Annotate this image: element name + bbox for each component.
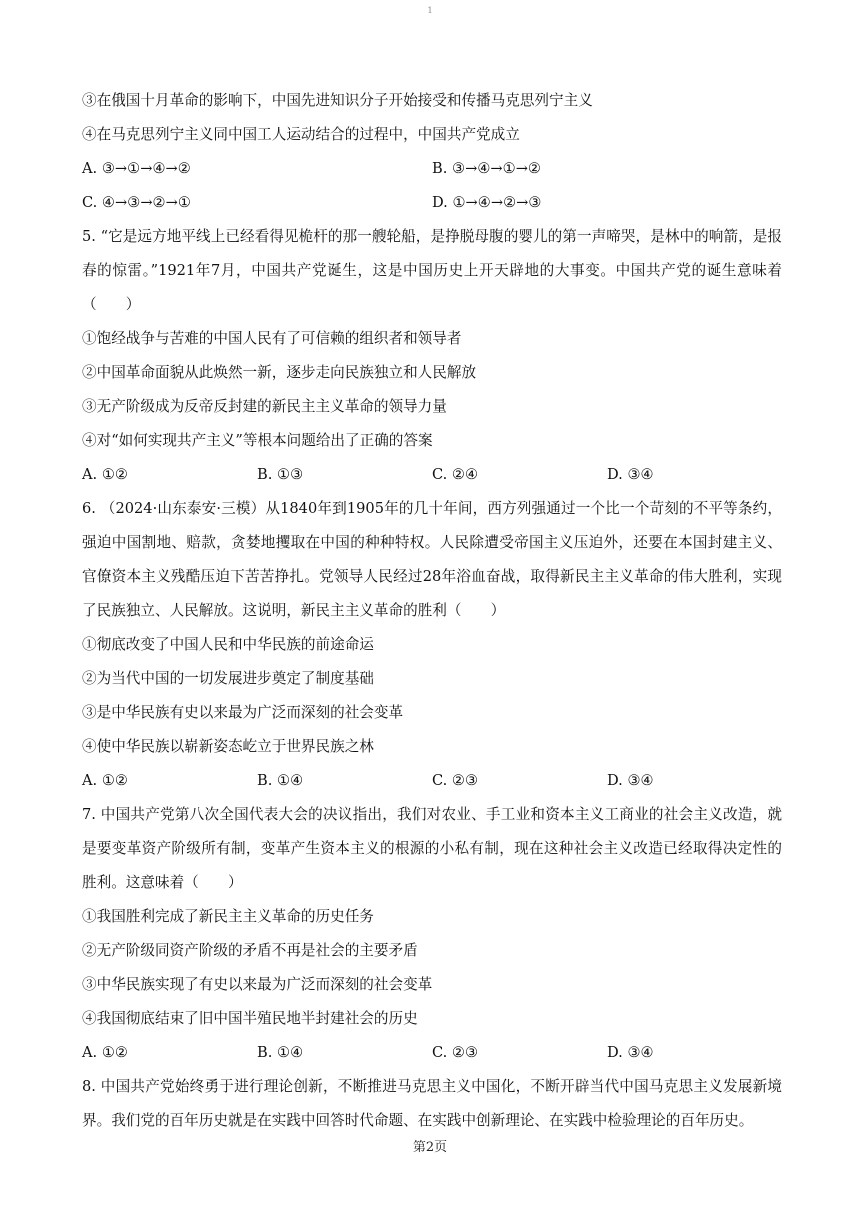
q6-option-d[interactable]: D. ③④ [607,772,654,789]
q7-item-3: ③中华民族实现了有史以来最为广泛而深刻的社会变革 [82,976,433,993]
q5-option-a[interactable]: A. ①② [82,466,128,483]
q6-stem: 6. （2024·山东泰安·三模）从1840年到1905年的几十年间，西方列强通过一个比一个苛刻的不平等条约，强迫中国割地、赔款，贪婪地攫取在中国的种种特权。人民除遭受帝国主义压迫外，还要在本国封建主义、官僚资本主义残酷压迫下苦苦挣扎。党领导人民经过28年浴血奋战，取得新民主主义革命的伟大胜利，实现了民族独立、人民解放。这说明，新民主主义革命的胜利（ ） [82,500,782,619]
q5-item-3: ③无产阶级成为反帝反封建的新民主主义革命的领导力量 [82,398,447,415]
q7-option-d[interactable]: D. ③④ [607,1044,654,1061]
q4-item-4: ④在马克思列宁主义同中国工人运动结合的过程中，中国共产党成立 [82,126,520,143]
q5-options [82,458,782,492]
page-number: 第2页 [412,1140,448,1155]
q4-option-c[interactable]: C. ④→③→②→① [82,194,191,211]
q7-options [82,1036,782,1070]
q6-item-4: ④使中华民族以崭新姿态屹立于世界民族之林 [82,738,374,755]
q7-option-b[interactable]: B. ①④ [257,1044,304,1061]
q4-option-d[interactable]: D. ①→④→②→③ [432,194,542,211]
q5-option-c[interactable]: C. ②④ [432,466,479,483]
q6-options [82,764,782,798]
q4-option-b[interactable]: B. ③→④→①→② [432,160,542,177]
q7-item-1: ①我国胜利完成了新民主主义革命的历史任务 [82,908,374,925]
q6-option-c[interactable]: C. ②③ [432,772,479,789]
q5-item-4: ④对“如何实现共产主义”等根本问题给出了正确的答案 [82,432,433,449]
q5-item-1: ①饱经战争与苦难的中国人民有了可信赖的组织者和领导者 [82,330,462,347]
q6-item-2: ②为当代中国的一切发展进步奠定了制度基础 [82,670,374,687]
q5-stem: 5. “它是远方地平线上已经看得见桅杆的那一艘轮船，是挣脱母腹的婴儿的第一声啼哭，是林中的响箭，是报春的惊雷。”1921年7月，中国共产党诞生，这是中国历史上开天辟地的大事变。中国共产党的诞生意味着（ ） [82,228,782,313]
q6-option-b[interactable]: B. ①④ [257,772,304,789]
q4-item-3: ③在俄国十月革命的影响下，中国先进知识分子开始接受和传播马克思列宁主义 [82,92,593,109]
question-8 [82,1070,782,1138]
q5-item-2: ②中国革命面貌从此焕然一新，逐步走向民族独立和人民解放 [82,364,477,381]
q5-option-b[interactable]: B. ①③ [257,466,304,483]
question-5 [82,220,782,492]
q4-options-row-1 [82,152,782,186]
q7-option-c[interactable]: C. ②③ [432,1044,479,1061]
question-4-continued [82,84,782,220]
question-7 [82,798,782,1070]
q6-item-3: ③是中华民族有史以来最为广泛而深刻的社会变革 [82,704,404,721]
page-content [82,84,782,1138]
q8-stem: 8. 中国共产党始终勇于进行理论创新，不断推进马克思主义中国化，不断开辟当代中国马克思主义发展新境界。我们党的百年历史就是在实践中回答时代命题、在实践中创新理论、在实践中检验理论的百年历史。 [82,1078,782,1129]
q7-stem: 7. 中国共产党第八次全国代表大会的决议指出，我们对农业、手工业和资本主义工商业的社会主义改造，就是要变革资产阶级所有制，变革产生资本主义的根源的小私有制，现在这种社会主义改造已经取得决定性的胜利。这意味着（ ） [82,806,782,891]
q6-option-a[interactable]: A. ①② [82,772,128,789]
q6-item-1: ①彻底改变了中国人民和中华民族的前途命运 [82,636,374,653]
question-6 [82,492,782,798]
q7-item-2: ②无产阶级同资产阶级的矛盾不再是社会的主要矛盾 [82,942,418,959]
q7-item-4: ④我国彻底结束了旧中国半殖民地半封建社会的历史 [82,1010,418,1027]
header-mark: 1 [427,6,433,15]
q4-option-a[interactable]: A. ③→①→④→② [82,160,191,177]
q5-option-d[interactable]: D. ③④ [607,466,654,483]
q4-options-row-2 [82,186,782,220]
q7-option-a[interactable]: A. ①② [82,1044,128,1061]
